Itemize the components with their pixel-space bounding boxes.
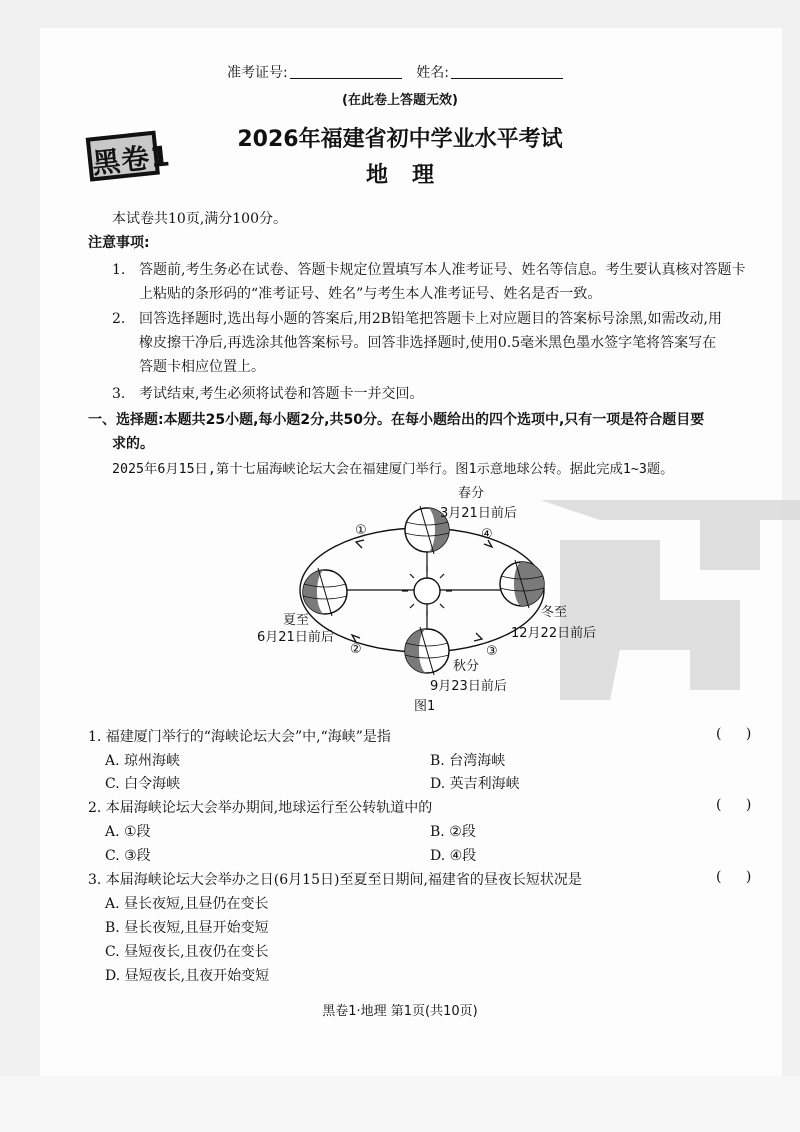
option-b: B. 台湾海峡 (430, 753, 506, 769)
earth-summer-icon (303, 568, 347, 616)
label-seg4: ④ (481, 527, 493, 542)
label-autumn-date: 9月23日前后 (430, 679, 507, 694)
notice-line: 考试结束,考生必须将试卷和答题卡一并交回。 (139, 386, 424, 402)
option-b: B. 昼长夜短,且昼开始变短 (105, 920, 269, 936)
answer-paren[interactable]: ( ) (716, 869, 752, 885)
notice-num: 3. (112, 386, 126, 402)
subject-title: 地理 (365, 163, 458, 188)
invalid-answer-note: (在此卷上答题无效) (342, 93, 458, 108)
answer-paren[interactable]: ( ) (716, 726, 752, 742)
notice-line: 橡皮擦干净后,再选涂其他答案标号。回答非选择题时,使用0.5毫米黑色墨水签字笔将答案写在 (139, 335, 717, 351)
label-seg1: ① (355, 523, 367, 538)
notice-num: 2. (112, 311, 126, 327)
option-a: A. 昼长夜短,且昼仍在变长 (105, 896, 269, 912)
option-a: A. ①段 (105, 824, 151, 840)
earth-autumn-icon (405, 627, 449, 675)
orbit-arrow (356, 540, 364, 548)
question-3-stem: 3. 本届海峡论坛大会举办之日(6月15日)至夏至日期间,福建省的昼夜长短状况是 (88, 872, 582, 888)
option-d: D. 英吉利海峡 (430, 776, 520, 792)
notice-num: 1. (112, 262, 126, 278)
label-summer-date: 6月21日前后 (257, 630, 334, 645)
label-seg3: ③ (486, 644, 498, 659)
badge-text: 黑卷1 (90, 139, 173, 181)
page-footer: 黑卷1·地理 第1页(共10页) (322, 1004, 478, 1019)
option-c: C. ③段 (105, 848, 151, 864)
label-autumn: 秋分 (453, 659, 480, 674)
answer-paren[interactable]: ( ) (716, 797, 752, 813)
notice-line: 答题前,考生务必在试卷、答题卡规定位置填写本人准考证号、姓名等信息。考生要认真核对答题卡 (139, 262, 746, 278)
notice-heading: 注意事项: (88, 235, 150, 251)
label-winter-date: 12月22日前后 (511, 626, 597, 641)
option-c: C. 昼短夜长,且夜仍在变长 (105, 944, 269, 960)
notice-line: 答题卡相应位置上。 (139, 359, 265, 375)
exam-id-label: 准考证号: (227, 65, 288, 81)
section1-line1: 一、选择题:本题共25小题,每小题2分,共50分。在每小题给出的四个选项中,只有一项是符合题目要 (88, 412, 705, 428)
label-spring: 春分 (458, 486, 485, 501)
label-summer: 夏至 (283, 613, 310, 628)
option-b: B. ②段 (430, 824, 476, 840)
figure-caption: 图1 (414, 699, 436, 714)
exam-title: 2026年福建省初中学业水平考试 (237, 127, 563, 152)
label-winter: 冬至 (541, 605, 568, 620)
notice-line: 上粘贴的条形码的“准考证号、姓名”与考生本人准考证号、姓名是否一致。 (139, 286, 602, 302)
question-1-stem: 1. 福建厦门举行的“海峡论坛大会”中,“海峡”是指 (88, 729, 391, 745)
notice-line: 回答选择题时,选出每小题的答案后,用2B铅笔把答题卡上对应题目的答案标号涂黑,如需改动,用 (139, 311, 722, 327)
label-spring-date: 3月21日前后 (440, 506, 517, 521)
option-d: D. ④段 (430, 848, 477, 864)
passage-text: 2025年6月15日,第十七届海峡论坛大会在福建厦门举行。图1示意地球公转。据此完成1~3题。 (112, 462, 674, 477)
question-2-stem: 2. 本届海峡论坛大会举办期间,地球运行至公转轨道中的 (88, 800, 433, 816)
earth-winter-icon (500, 560, 544, 608)
option-a: A. 琼州海峡 (105, 753, 181, 769)
name-label: 姓名: (416, 65, 449, 81)
section1-line2: 求的。 (112, 436, 154, 452)
orbit-arrow (474, 633, 482, 641)
label-seg2: ② (350, 642, 362, 657)
option-d: D. 昼短夜长,且夜开始变短 (105, 968, 270, 984)
option-c: C. 白令海峡 (105, 776, 181, 792)
intro-text: 本试卷共10页,满分100分。 (112, 211, 287, 227)
